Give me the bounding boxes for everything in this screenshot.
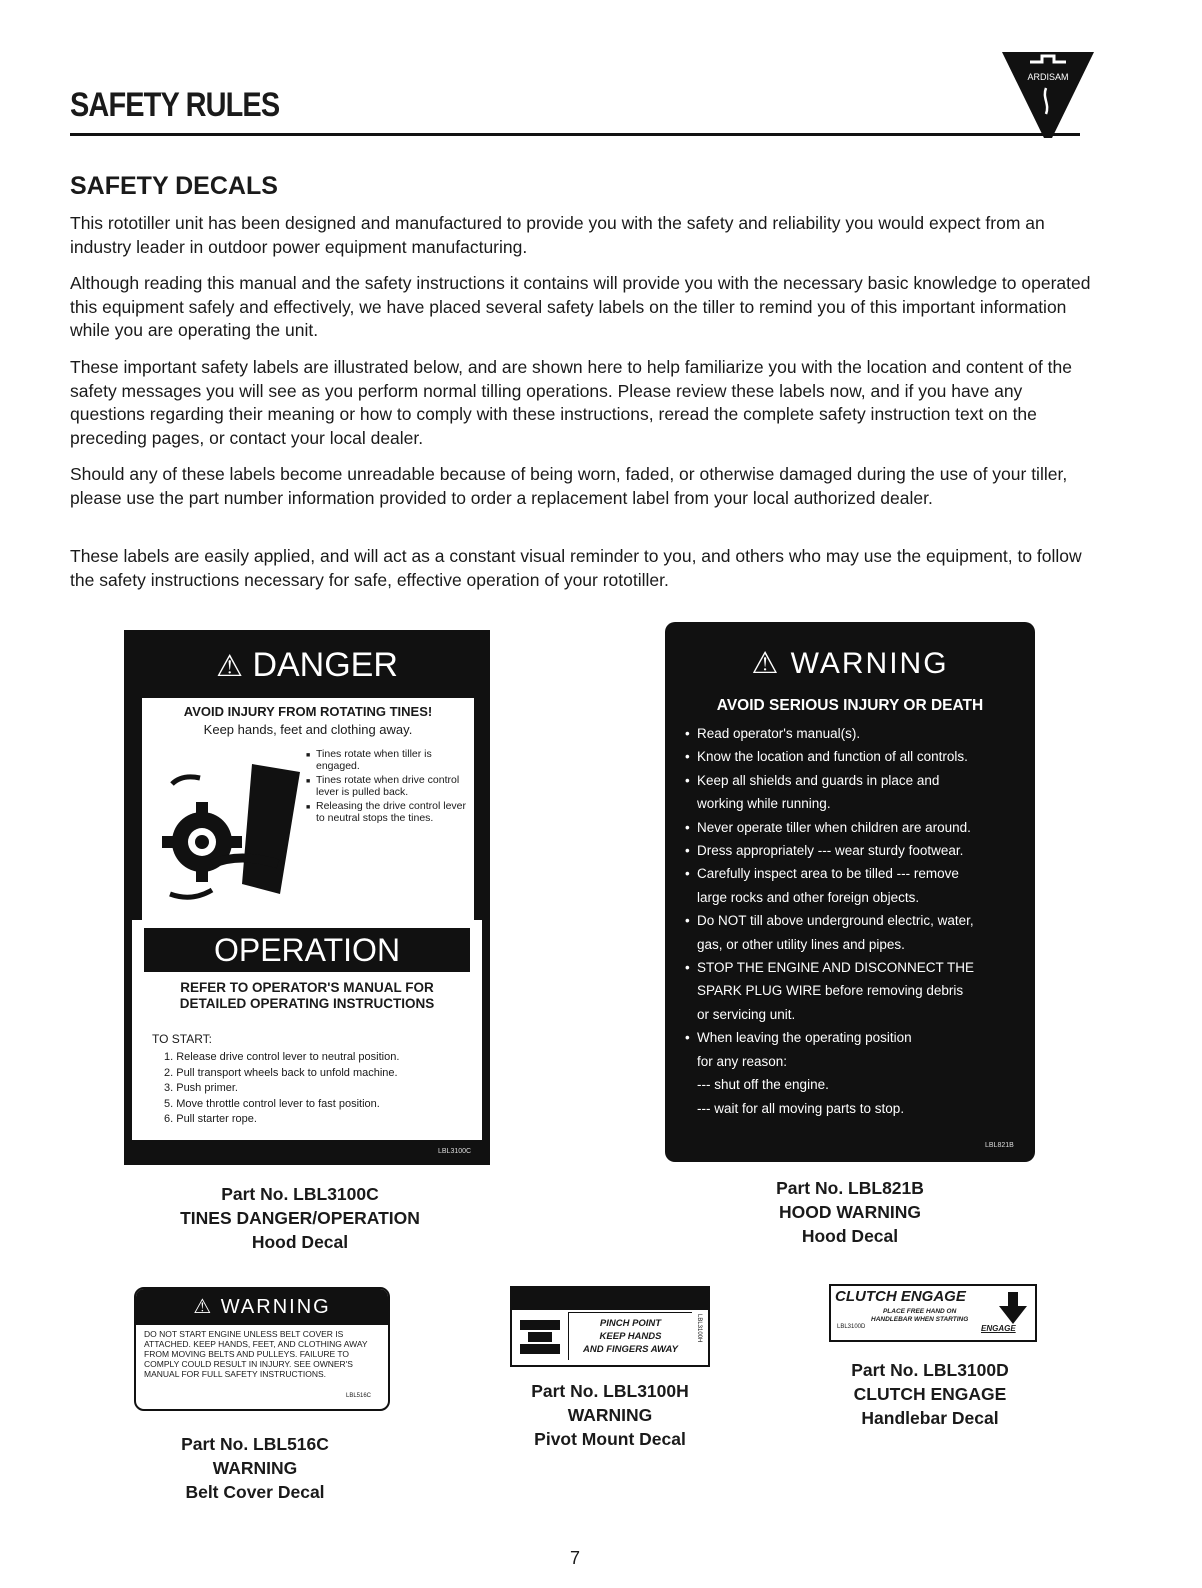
ardisam-logo <box>1002 48 1094 140</box>
operation-header: OPERATION <box>144 928 470 972</box>
paragraph-1: This rototiller unit has been designed and manufactured to provide you with the safety and reliability you would expect from an industry leader in outdoor power equipment manufacturing. <box>70 213 1045 257</box>
arrow-down-icon <box>999 1292 1027 1324</box>
danger-bullet: ■ Tines rotate when tiller is engaged. <box>310 748 470 772</box>
warning-triangle-icon: ⚠ <box>751 647 791 680</box>
belt-warning-decal <box>134 1287 390 1411</box>
warning-header <box>680 644 1020 684</box>
page-title: SAFETY RULES <box>70 86 280 124</box>
caption-name: WARNING <box>212 1458 298 1478</box>
danger-line-1: AVOID INJURY FROM ROTATING TINES! <box>183 704 433 719</box>
danger-bullet-list <box>310 748 470 826</box>
danger-label: DANGER <box>252 646 398 684</box>
section-heading: SAFETY DECALS <box>70 172 278 200</box>
caption-name: TINES DANGER/OPERATION <box>180 1208 420 1228</box>
warning-line: working while running. <box>697 796 831 812</box>
belt-text: DO NOT START ENGINE UNLESS BELT COVER IS ATTACHED. KEEP HANDS, FEET, AND CLOTHING AWAY FROM MOVING BELTS AND PULLEYS. FAILURE TO COMPLY COULD RESULT IN INJURY. SEE OWNER'S MANUAL FOR FULL SAFETY INSTRUCTIONS. <box>144 1329 368 1379</box>
operation-step: 1. Release drive control lever to neutral position. <box>164 1051 400 1063</box>
operation-steps <box>164 1050 399 1128</box>
decal-code: LBL821B <box>985 1142 1014 1149</box>
caption-name: HOOD WARNING <box>779 1202 921 1222</box>
paragraph-4: Should any of these labels become unreadable because of being worn, faded, or otherwise damaged during the use of your tiller, please use the part number information provided to order a replacement label from your local authorized dealer. <box>70 464 1068 508</box>
svg-text:ARDISAM: ARDISAM <box>1027 72 1069 82</box>
warning-line: SPARK PLUG WIRE before removing debris <box>697 983 964 999</box>
operation-step: 3. Push primer. <box>164 1082 238 1094</box>
belt-header-label: WARNING <box>220 1296 331 1318</box>
operation-step: 6. Pull starter rope. <box>164 1113 257 1125</box>
warning-line: or servicing unit. <box>697 1006 796 1022</box>
pinch-caption <box>480 1379 740 1451</box>
danger-caption <box>140 1182 460 1254</box>
paragraph-5: These labels are easily applied, and will act as a constant visual reminder to you, and others who may use the equipment, to follow the safety instructions necessary for safe, effective operation of your rototiller. <box>70 546 1082 590</box>
warning-caption <box>690 1176 1010 1248</box>
warning-line: --- shut off the engine. <box>697 1077 829 1093</box>
warning-line: gas, or other utility lines and pipes. <box>697 936 905 952</box>
pinch-line: AND FINGERS AWAY <box>582 1344 678 1355</box>
decal-code: LBL3100H <box>696 1314 702 1343</box>
clutch-engage-label: ENGAGE <box>981 1324 1016 1333</box>
warning-line: • Know the location and function of all controls. <box>685 745 1025 768</box>
paragraph-2: Although reading this manual and the safety instructions it contains will provide you with the necessary basic knowledge to operated this equipment safely and effectively, we have placed several safety labels on the tiller to remind you of this important information while you are operating the unit. <box>70 273 1091 340</box>
warning-list <box>685 722 1025 1120</box>
clutch-engage-decal <box>829 1284 1037 1342</box>
caption-name: WARNING <box>567 1405 653 1425</box>
danger-line-2: Keep hands, feet and clothing away. <box>203 722 413 737</box>
caption-part-no: Part No. LBL3100C <box>221 1184 379 1204</box>
warning-line: --- wait for all moving parts to stop. <box>697 1100 905 1116</box>
pinch-hand-icon <box>518 1316 562 1360</box>
operation-panel <box>132 920 482 1140</box>
pinch-text <box>568 1312 692 1360</box>
clutch-caption <box>810 1358 1050 1430</box>
caption-part-no: Part No. LBL821B <box>776 1178 924 1198</box>
warning-line: • Never operate tiller when children are around. <box>685 816 1025 839</box>
page-number: 7 <box>570 1548 581 1568</box>
pinch-header-bar <box>512 1288 708 1310</box>
belt-caption <box>130 1432 380 1504</box>
caption-part-no: Part No. LBL516C <box>181 1434 329 1454</box>
danger-bullet: ■ Releasing the drive control lever to neutral stops the tines. <box>310 800 470 824</box>
warning-line: • STOP THE ENGINE AND DISCONNECT THE <box>685 956 1025 979</box>
clutch-subtext <box>871 1308 968 1324</box>
operation-title: REFER TO OPERATOR'S MANUAL FOR DETAILED OPERATING INSTRUCTIONS <box>179 980 435 1011</box>
caption-location: Belt Cover Decal <box>185 1482 325 1502</box>
danger-bullet: ■ Tines rotate when drive control lever is pulled back. <box>310 774 470 798</box>
pinch-point-decal <box>510 1286 710 1367</box>
pinch-line: KEEP HANDS <box>599 1331 662 1342</box>
caption-location: Hood Decal <box>251 1232 349 1252</box>
warning-label: WARNING <box>790 647 949 680</box>
danger-panel <box>142 698 474 922</box>
caption-location: Handlebar Decal <box>861 1408 999 1428</box>
warning-line: • When leaving the operating position <box>685 1026 1025 1049</box>
belt-header <box>136 1289 388 1325</box>
clutch-sub-line: PLACE FREE HAND ON <box>882 1308 957 1315</box>
operation-step: 5. Move throttle control lever to fast position. <box>164 1097 380 1110</box>
danger-header <box>124 640 490 690</box>
to-start-label: TO START: <box>152 1032 213 1046</box>
caption-location: Hood Decal <box>801 1226 899 1246</box>
clutch-sub-line: HANDLEBAR WHEN STARTING <box>871 1316 969 1323</box>
warning-triangle-icon: ⚠ <box>216 650 243 683</box>
warning-line: • Read operator's manual(s). <box>685 722 1025 745</box>
warning-line: • Dress appropriately --- wear sturdy footwear. <box>685 839 1025 862</box>
clutch-title: CLUTCH ENGAGE <box>835 1288 966 1305</box>
operation-step: 2. Pull transport wheels back to unfold machine. <box>164 1066 398 1079</box>
warning-triangle-icon: ⚠ <box>193 1296 221 1318</box>
danger-decal <box>124 630 490 1165</box>
warning-line: • Keep all shields and guards in place and <box>685 769 1025 792</box>
caption-location: Pivot Mount Decal <box>534 1429 686 1449</box>
header-rule <box>70 133 1080 136</box>
warning-subheader: AVOID SERIOUS INJURY OR DEATH <box>716 697 984 714</box>
decal-code: LBL3100D <box>837 1324 866 1330</box>
warning-line: • Carefully inspect area to be tilled --- remove <box>685 862 1025 885</box>
caption-name: CLUTCH ENGAGE <box>853 1384 1007 1404</box>
decal-code: LBL516C <box>346 1393 372 1399</box>
caption-part-no: Part No. LBL3100D <box>851 1360 1009 1380</box>
hood-warning-decal <box>665 622 1035 1162</box>
warning-line: large rocks and other foreign objects. <box>697 889 920 905</box>
caption-part-no: Part No. LBL3100H <box>531 1381 689 1401</box>
warning-line: • Do NOT till above underground electric, water, <box>685 909 1025 932</box>
decal-code: LBL3100C <box>438 1148 472 1155</box>
tine-hand-icon <box>152 744 302 914</box>
pinch-line: PINCH POINT <box>599 1318 662 1329</box>
warning-line: for any reason: <box>697 1053 788 1069</box>
paragraph-3: These important safety labels are illustrated below, and are shown here to help familiarize you with the location and content of the safety messages you will see as you perform normal tilling operations. Please review these labels now, and if you have any questions regarding their meaning or how to comply with these instructions, reread the complete safety instruction text on the preceding pages, or contact your local dealer. <box>70 357 1072 448</box>
